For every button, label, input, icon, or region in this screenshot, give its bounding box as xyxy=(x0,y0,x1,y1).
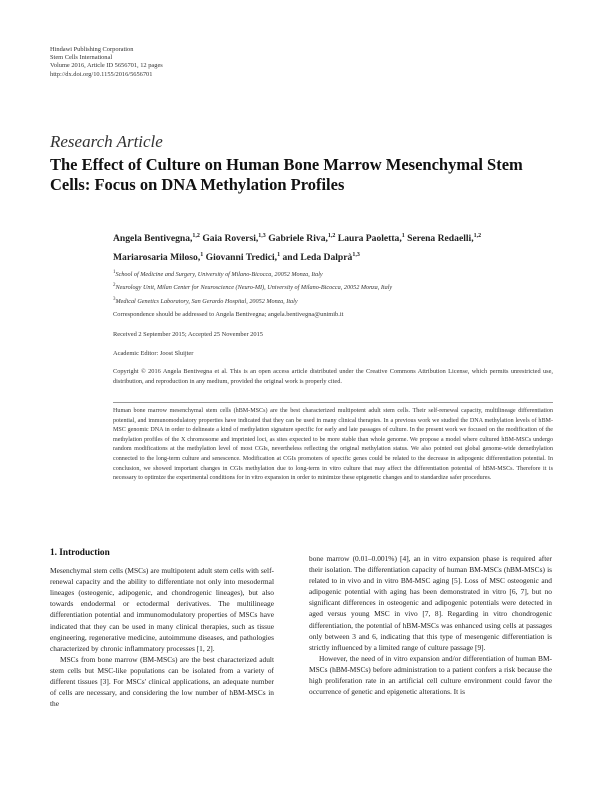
volume-info: Volume 2016, Article ID 5656701, 12 pages xyxy=(50,62,163,70)
article-type: Research Article xyxy=(50,132,163,151)
affiliation: $^1$School of Medicine and Surgery, University of Milano-Bicocca, 20052 Monza, Italy xyxy=(113,270,323,279)
author: Giovanni Tredici,$^1$ xyxy=(205,252,281,264)
body-paragraph: MSCs from bone marrow (BM-MSCs) are the best characterized adult stem cells but MSC-like populations can be isolated from a variety of different tissues [3]. For MSCs' clinical applications, an adequate number of cells are necessary, and considering the low number of hBM-MSCs in the xyxy=(50,654,274,709)
author: Laura Paoletta,$^1$ xyxy=(337,233,405,245)
copyright-notice: Copyright © 2016 Angela Bentivegna et al. This is an open access article distributed under the Creative Commons Attribution License, which permits unrestricted use, distribution, and reproduction in any medium, provided the original work is properly cited. xyxy=(113,368,553,385)
author: Angela Bentivegna,$^{1,2}$ xyxy=(113,233,200,245)
affiliation: $^2$Neurology Unit, Milan Center for Neuroscience (Neuro-MI), University of Milano-Bicocca, 20052 Monza, Italy xyxy=(113,283,393,292)
author: Gaia Roversi,$^{1,3}$ xyxy=(202,233,266,245)
divider-rule xyxy=(113,402,553,403)
affiliation: $^3$Medical Genetics Laboratory, San Gerardo Hospital, 20052 Monza, Italy xyxy=(113,296,298,305)
journal-header xyxy=(50,46,163,79)
affiliation-list xyxy=(113,267,553,307)
author: Serena Redaelli,$^{1,2}$ xyxy=(407,233,482,245)
author: and Leda Dalprà$^{1,3}$ xyxy=(282,252,360,264)
author: Mariarosaria Miloso,$^1$ xyxy=(113,252,204,264)
body-column-right xyxy=(309,553,552,697)
body-column-left xyxy=(50,548,274,709)
publisher-name: Hindawi Publishing Corporation xyxy=(50,46,134,53)
abstract-text: Human bone marrow mesenchymal stem cells (hBM-MSCs) are the best characterized multipotent adult stem cells. Their self-renewal capacity, multilineage differentiation potential, and immunomodulatory properties have indicated that they can be used in many clinical therapies. In a previous work we studied the DNA methylation levels of hBM-MSC genomic DNA in order to delineate a kind of methylation signature specific for early and late passages of culture. In the present work we focused on the modification of the methylation profiles of the X chromosome and imprinted loci, as sites expected to be more stable than whole genome. We propose a model where cultured hBM-MSCs undergo random modifications at the methylation level of most CGIs, nevertheless reflecting the original methylation status. We also pointed out global genome-wide demethylation connected to the long-term culture and senescence. Modification at CGIs promoters of specific genes could be related to the decrease in adipogenic differentiation potential. In conclusion, we showed important changes in CGIs methylation due to long-term in vitro culture that may affect the differentiation potential of hBM-MSCs. Therefore it is necessary to optimize the experimental conditions for in vitro expansion in order to minimize these epigenetic changes and to standardize safer procedures. xyxy=(113,408,553,482)
body-paragraph: However, the need of in vitro expansion and/or differentiation of human BM-MSCs (hBM-MSCs) before administration to a patient confers a risk because the high proliferation rate in an artificial cell culture environment could favor the occurrence of genetic and epigenetic alterations. It is xyxy=(309,653,552,697)
body-paragraph: bone marrow (0.01–0.001%) [4], an in vitro expansion phase is required after their isolation. The differentiation capacity of human BM-MSCs (hBM-MSCs) is related to in vivo and in vitro BM-MSC aging [5]. Loss of MSC osteogenic and adipogenic potential with aging has been demonstrated in vitro [6, 7], but no significant differences in osteogenic and adipogenic potentials were detected in aged versus young MSC in vivo [7, 8]. Regarding in vitro chondrogenic differentiation, the potential of hBM-MSCs was enhanced using cells at passages only between 3 and 6, indicating that this type of mesengenic differentiation is strictly influenced by a limited range of culture passage [9]. xyxy=(309,554,552,652)
author: Gabriele Riva,$^{1,2}$ xyxy=(268,233,336,245)
author-list xyxy=(113,228,553,266)
journal-name: Stem Cells International xyxy=(50,54,113,62)
academic-editor: Academic Editor: Joost Sluijter xyxy=(113,350,194,357)
doi-link[interactable]: http://dx.doi.org/10.1155/2016/5656701 xyxy=(50,70,153,78)
correspondence-line: Correspondence should be addressed to Angela Bentivegna; angela.bentivegna@unimib.it xyxy=(113,311,344,318)
section-heading: 1. Introduction xyxy=(50,548,110,558)
paper-title: The Effect of Culture on Human Bone Marrow Mesenchymal Stem Cells: Focus on DNA Methylation Profiles xyxy=(50,155,523,194)
received-dates: Received 2 September 2015; Accepted 25 November 2015 xyxy=(113,331,263,338)
body-paragraph: Mesenchymal stem cells (MSCs) are multipotent adult stem cells with self-renewal capacity and the ability to differentiate not only into mesodermal lineages (osteogenic, adipogenic, and chondrogenic lineages), but also towards endodermal or ectodermal derivatives. The multilineage differentiation potential and immunomodulatory properties of MSCs have indicated that they can be used in many clinical therapies, such as tissue engineering, regenerative medicine, autoimmune diseases, and pathologies characterized by chronic inflammatory processes [1, 2]. xyxy=(50,566,274,653)
